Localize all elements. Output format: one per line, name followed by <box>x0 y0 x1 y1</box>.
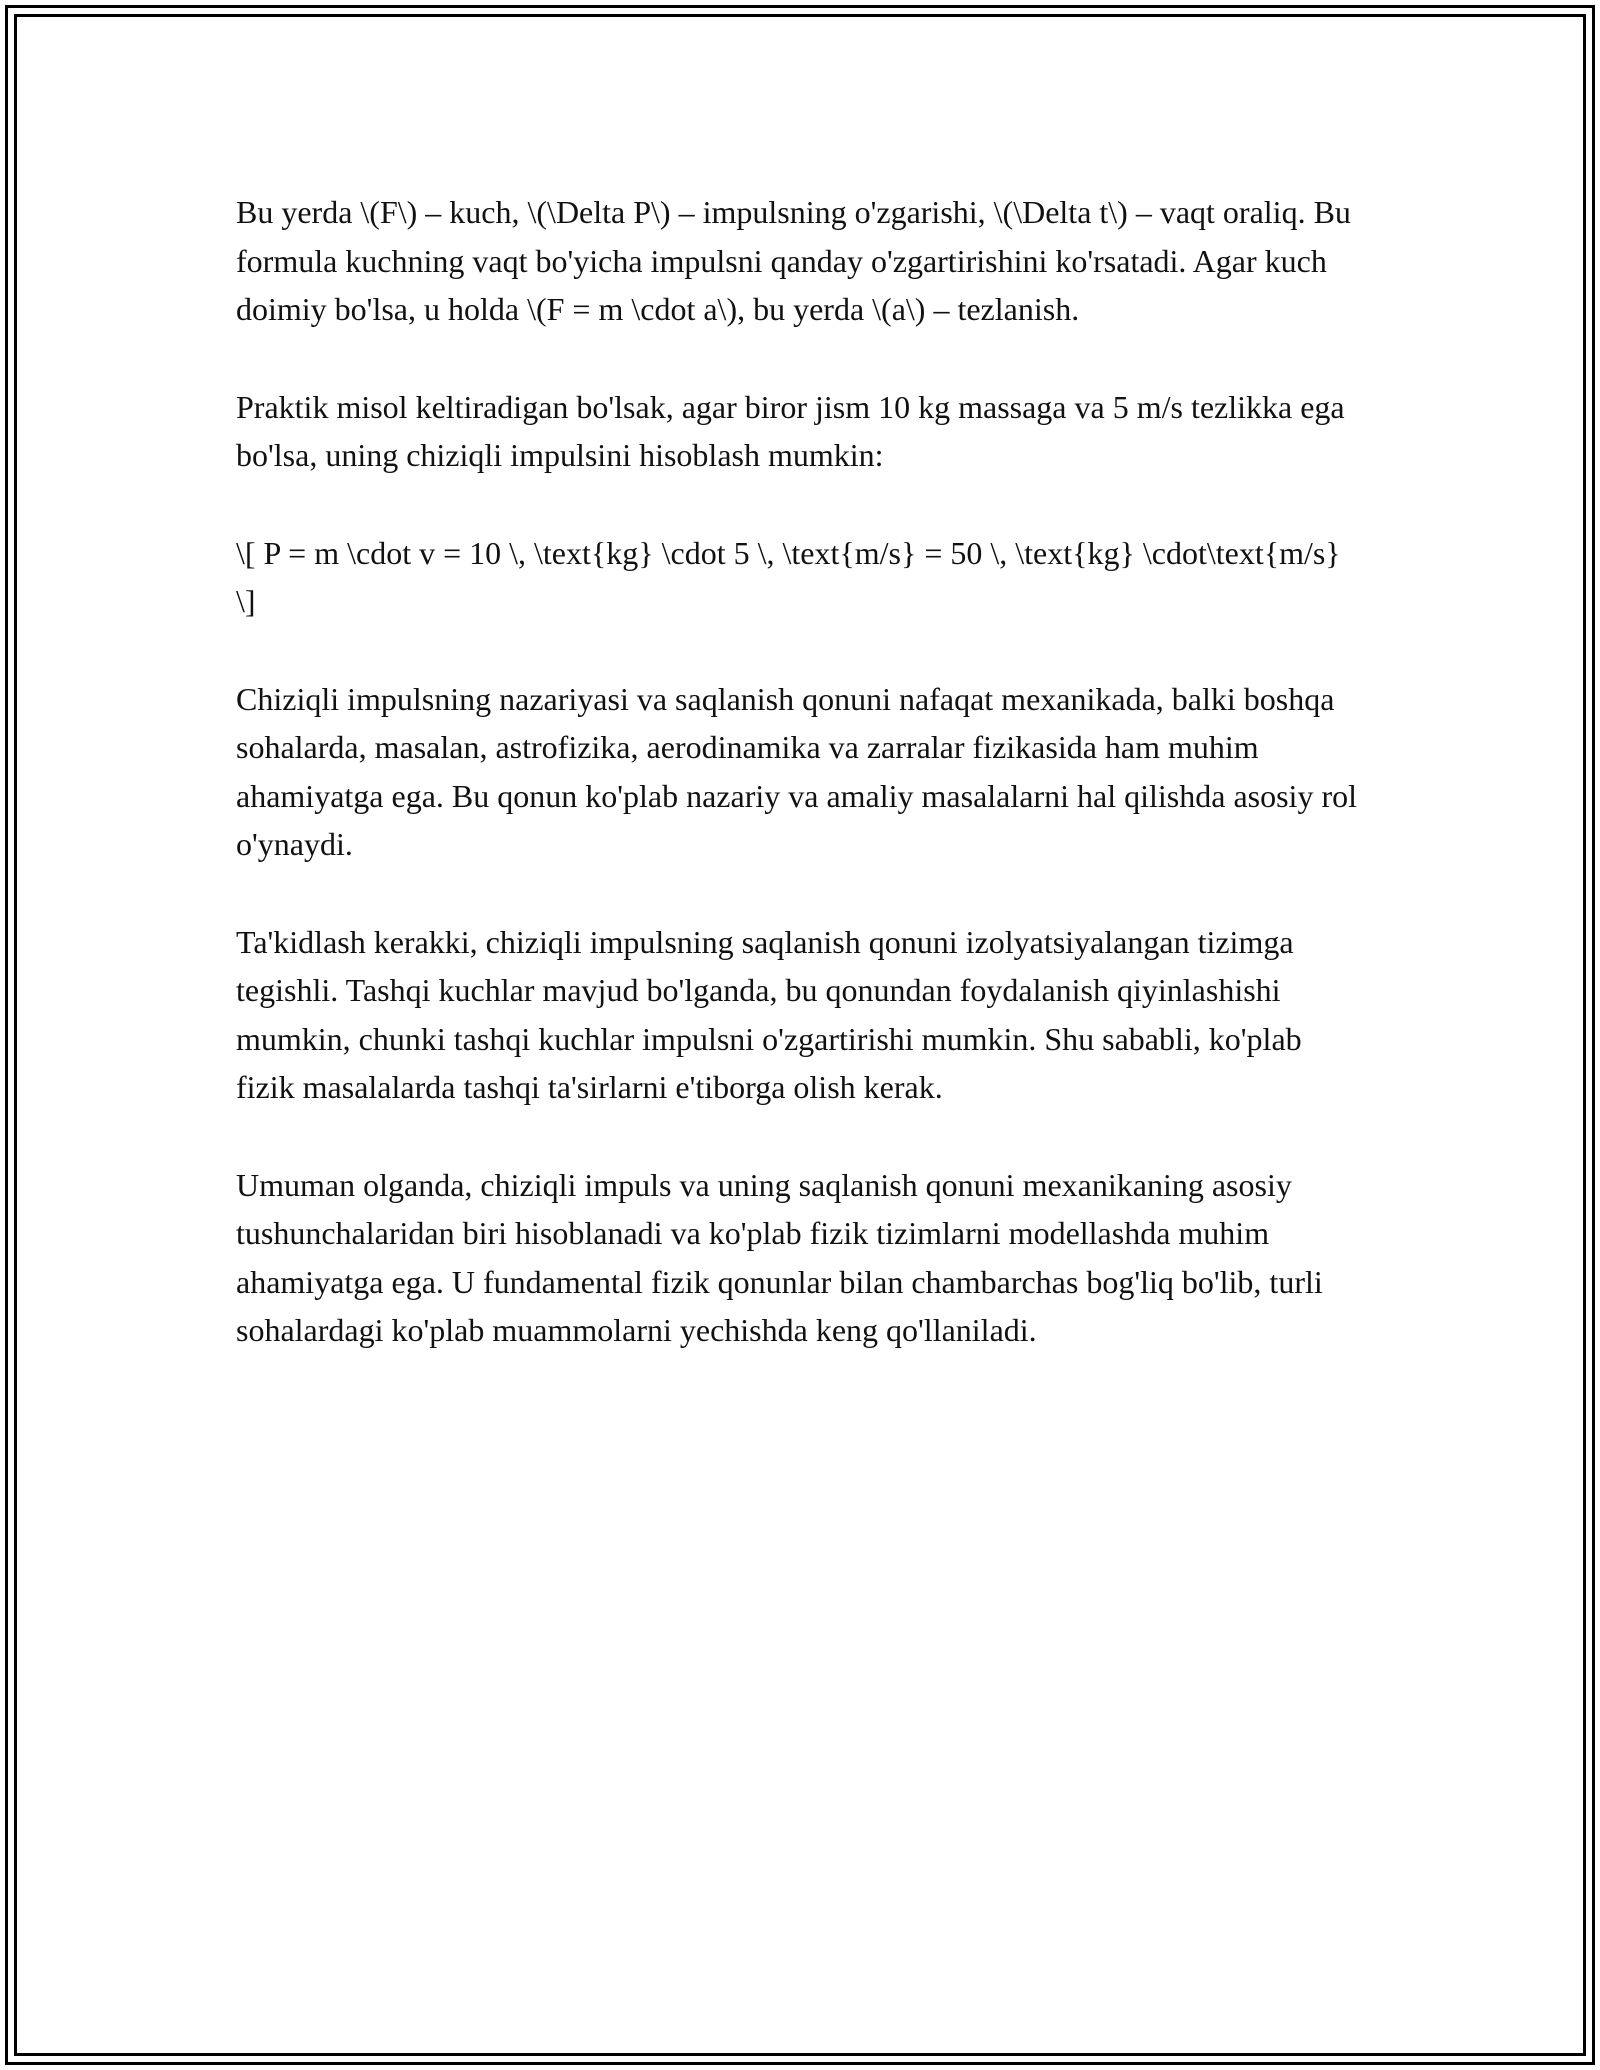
document-body <box>236 188 1366 1404</box>
paragraph-applications: Chiziqli impulsning nazariyasi va saqlanish qonuni nafaqat mexanikada, balki boshqa sohalarda, masalan, astrofizika, aerodinamika va zarralar fizikasida ham muhim ahamiyatga ega. Bu qonun ko'plab nazariy va amaliy masalalarni hal qilishda asosiy rol o'ynaydi. <box>236 680 1357 862</box>
paragraph-force-definition: Bu yerda \(F\) – kuch, \(\Delta P\) – impulsning o'zgarishi, \(\Delta t\) – vaqt oraliq. Bu formula kuchning vaqt bo'yicha impulsni qanday o'zgartirishini ko'rsatadi. Agar kuch doimiy bo'lsa, u holda \(F = m \cdot a\), bu yerda \(a\) – tezlanish. <box>236 194 1351 327</box>
paragraph-isolated-system: Ta'kidlash kerakki, chiziqli impulsning saqlanish qonuni izolyatsiyalangan tizimga tegishli. Tashqi kuchlar mavjud bo'lganda, bu qonundan foydalanish qiyinlashishi mumkin, chunki tashqi kuchlar impulsni o'zgartirishi mumkin. Shu sababli, ko'plab fizik masalalarda tashqi ta'sirlarni e'tiborga olish kerak. <box>236 923 1302 1105</box>
paragraph-momentum-formula: \[ P = m \cdot v = 10 \, \text{kg} \cdot 5 \, \text{m/s} = 50 \, \text{kg} \cdot\text{m/s} \] <box>236 534 1341 619</box>
paragraph-practical-example: Praktik misol keltiradigan bo'lsak, agar biror jism 10 kg massaga va 5 m/s tezlikka ega bo'lsa, uning chiziqli impulsini hisoblash mumkin: <box>236 388 1345 473</box>
paragraph-conclusion: Umuman olganda, chiziqli impuls va uning saqlanish qonuni mexanikaning asosiy tushunchalaridan biri hisoblanadi va ko'plab fizik tizimlarni modellashda muhim ahamiyatga ega. U fundamental fizik qonunlar bilan chambarchas bog'liq bo'lib, turli sohalardagi ko'plab muammolarni yechishda keng qo'llaniladi. <box>236 1166 1323 1348</box>
